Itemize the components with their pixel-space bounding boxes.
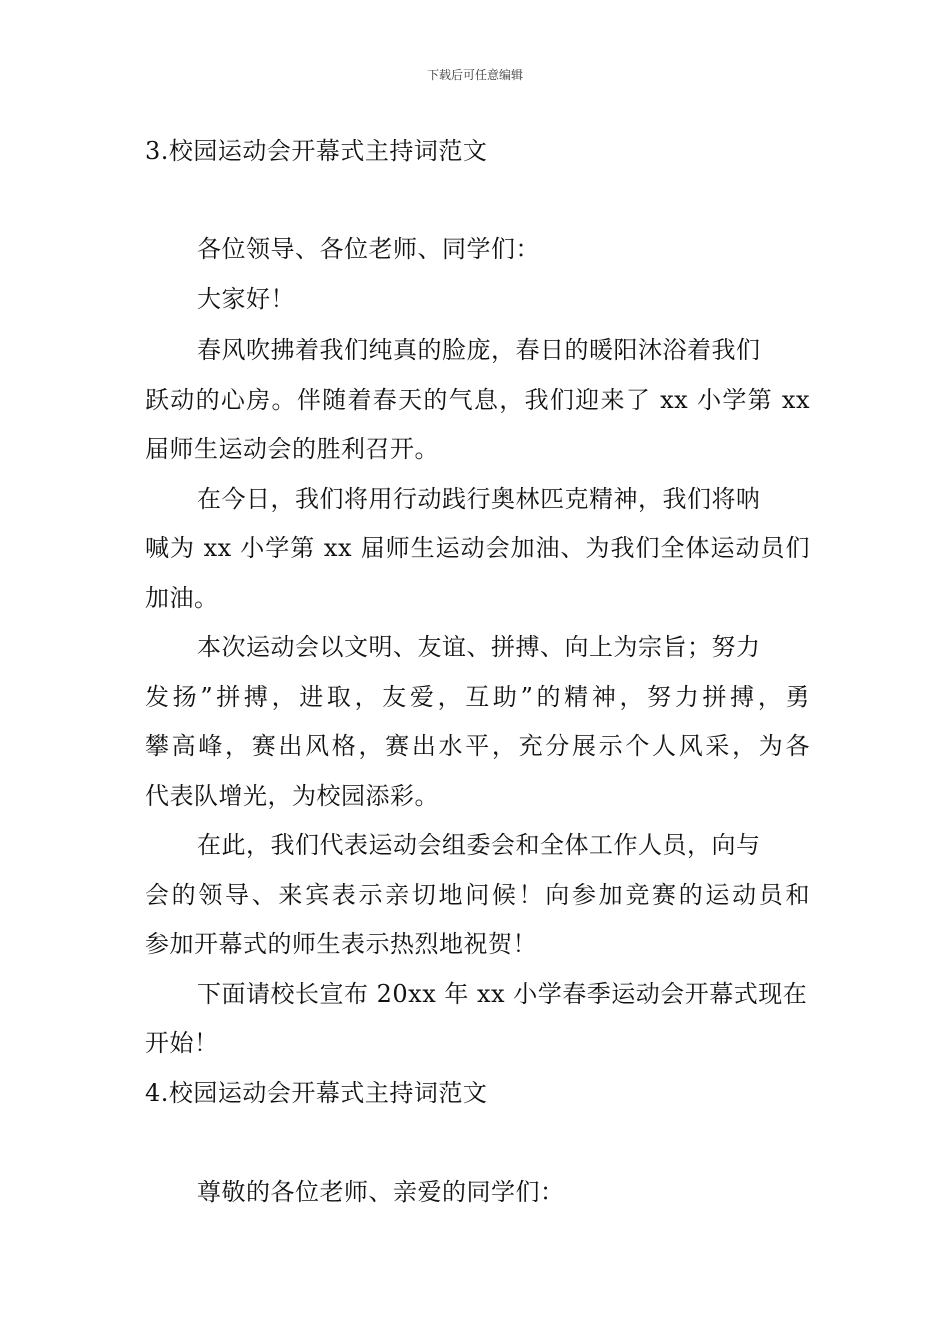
paragraph-line: 下面请校长宣布 20xx 年 xx 小学春季运动会开幕式现在 — [197, 980, 808, 1008]
salutation-line: 各位领导、各位老师、同学们： — [197, 235, 540, 263]
paragraph-line: 在此，我们代表运动会组委会和全体工作人员，向与 — [197, 831, 761, 859]
paragraph-line: 喊为 xx 小学第 xx 届师生运动会加油、为我们全体运动员们 — [145, 534, 810, 562]
section-heading: 3.校园运动会开幕式主持词范文 — [145, 137, 488, 165]
paragraph-line: 开始！ — [145, 1029, 219, 1057]
paragraph-line: 跃动的心房。伴随着春天的气息，我们迎来了 xx 小学第 xx — [145, 386, 810, 414]
paragraph-line: 参加开幕式的师生表示热烈地祝贺！ — [145, 930, 537, 958]
paragraph-line: 届师生运动会的胜利召开。 — [145, 435, 439, 463]
paragraph-line: 本次运动会以文明、友谊、拼搏、向上为宗旨；努力 — [197, 633, 761, 661]
section-heading: 4.校园运动会开幕式主持词范文 — [145, 1079, 488, 1107]
paragraph-line: 春风吹拂着我们纯真的脸庞，春日的暖阳沐浴着我们 — [197, 336, 761, 364]
greeting-line: 大家好！ — [197, 285, 295, 313]
salutation-line: 尊敬的各位老师、亲爱的同学们： — [197, 1178, 565, 1206]
paragraph-line: 攀高峰，赛出风格，赛出水平，充分展示个人风采，为各 — [145, 732, 810, 760]
paragraph-line: 发扬”拼搏，进取，友爱，互助”的精神，努力拼搏，勇 — [145, 683, 810, 711]
paragraph-line: 在今日，我们将用行动践行奥林匹克精神，我们将呐 — [197, 485, 761, 513]
header-note: 下载后可任意编辑 — [426, 68, 523, 82]
paragraph-line: 会的领导、来宾表示亲切地问候！向参加竞赛的运动员和 — [145, 881, 810, 909]
paragraph-line: 代表队增光，为校园添彩。 — [145, 782, 439, 810]
paragraph-line: 加油。 — [145, 584, 219, 612]
